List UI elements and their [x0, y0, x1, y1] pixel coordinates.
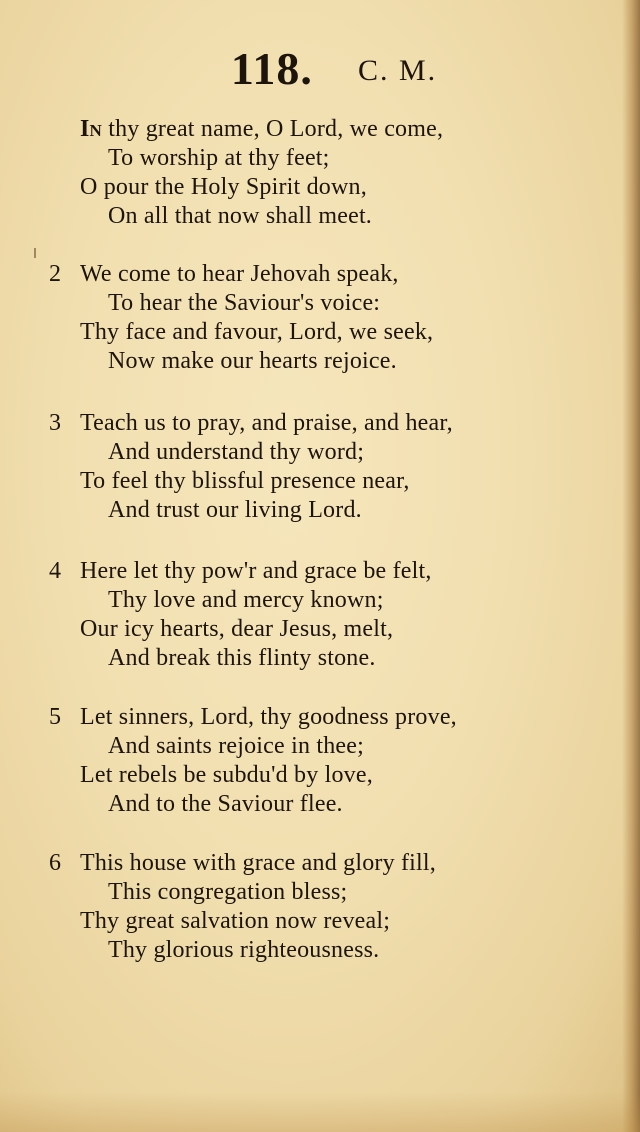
stanza-line: O pour the Holy Spirit down, — [80, 174, 367, 200]
stanza-line: Thy glorious righteousness. — [108, 937, 380, 963]
stanza-line: This house with grace and glory fill, — [80, 850, 436, 876]
stanza-number: 3 — [49, 410, 61, 436]
line-text: thy great name, O Lord, we come, — [102, 116, 444, 142]
stanza-line: To hear the Saviour's voice: — [108, 290, 381, 316]
stanza-line: And break this flinty stone. — [108, 645, 376, 671]
stanza-line: Now make our hearts rejoice. — [108, 348, 397, 374]
stanza-line: Teach us to pray, and praise, and hear, — [80, 410, 453, 436]
stanza-line: To worship at thy feet; — [108, 145, 330, 171]
hymn-number: 118. — [230, 43, 313, 94]
stanza-line: Thy face and favour, Lord, we seek, — [80, 319, 434, 345]
stanza-line: We come to hear Jehovah speak, — [80, 261, 399, 287]
stanza-line: And to the Saviour flee. — [108, 791, 343, 817]
stanza-line: Here let thy pow'r and grace be felt, — [80, 558, 432, 584]
stanza-number: 5 — [49, 704, 61, 730]
stanza-line: Thy great salvation now reveal; — [80, 908, 391, 934]
stanza-line: Let rebels be subdu'd by love, — [80, 762, 373, 788]
hymn-meter: C. M. — [357, 54, 438, 87]
stanza-line: Our icy hearts, dear Jesus, melt, — [80, 616, 394, 642]
stanza-1 — [0, 115, 620, 235]
page-bottom-shading — [0, 1092, 640, 1132]
stanza-line: To feel thy blissful presence near, — [80, 468, 410, 494]
stanza-line: On all that now shall meet. — [108, 203, 373, 229]
stanza-line: Let sinners, Lord, thy goodness prove, — [80, 704, 457, 730]
stanza-5 — [0, 703, 620, 823]
page-edge-shadow — [622, 0, 640, 1132]
stanza-line: And saints rejoice in thee; — [108, 733, 364, 759]
stanza-6 — [0, 849, 620, 969]
drop-word: In — [80, 116, 103, 142]
stanza-line: Thy love and mercy known; — [108, 587, 384, 613]
stanza-line: And understand thy word; — [108, 439, 365, 465]
stanza-line — [80, 115, 443, 144]
stanza-line: This congregation bless; — [108, 879, 348, 905]
stanza-number: 6 — [49, 850, 61, 876]
ink-mark — [34, 248, 36, 258]
stanza-number: 4 — [49, 558, 61, 584]
stanza-3 — [0, 409, 620, 529]
hymn-heading — [0, 42, 640, 92]
stanza-line: And trust our living Lord. — [108, 497, 362, 523]
stanza-number: 2 — [49, 261, 61, 287]
stanza-2 — [0, 260, 620, 380]
stanza-4 — [0, 557, 620, 677]
